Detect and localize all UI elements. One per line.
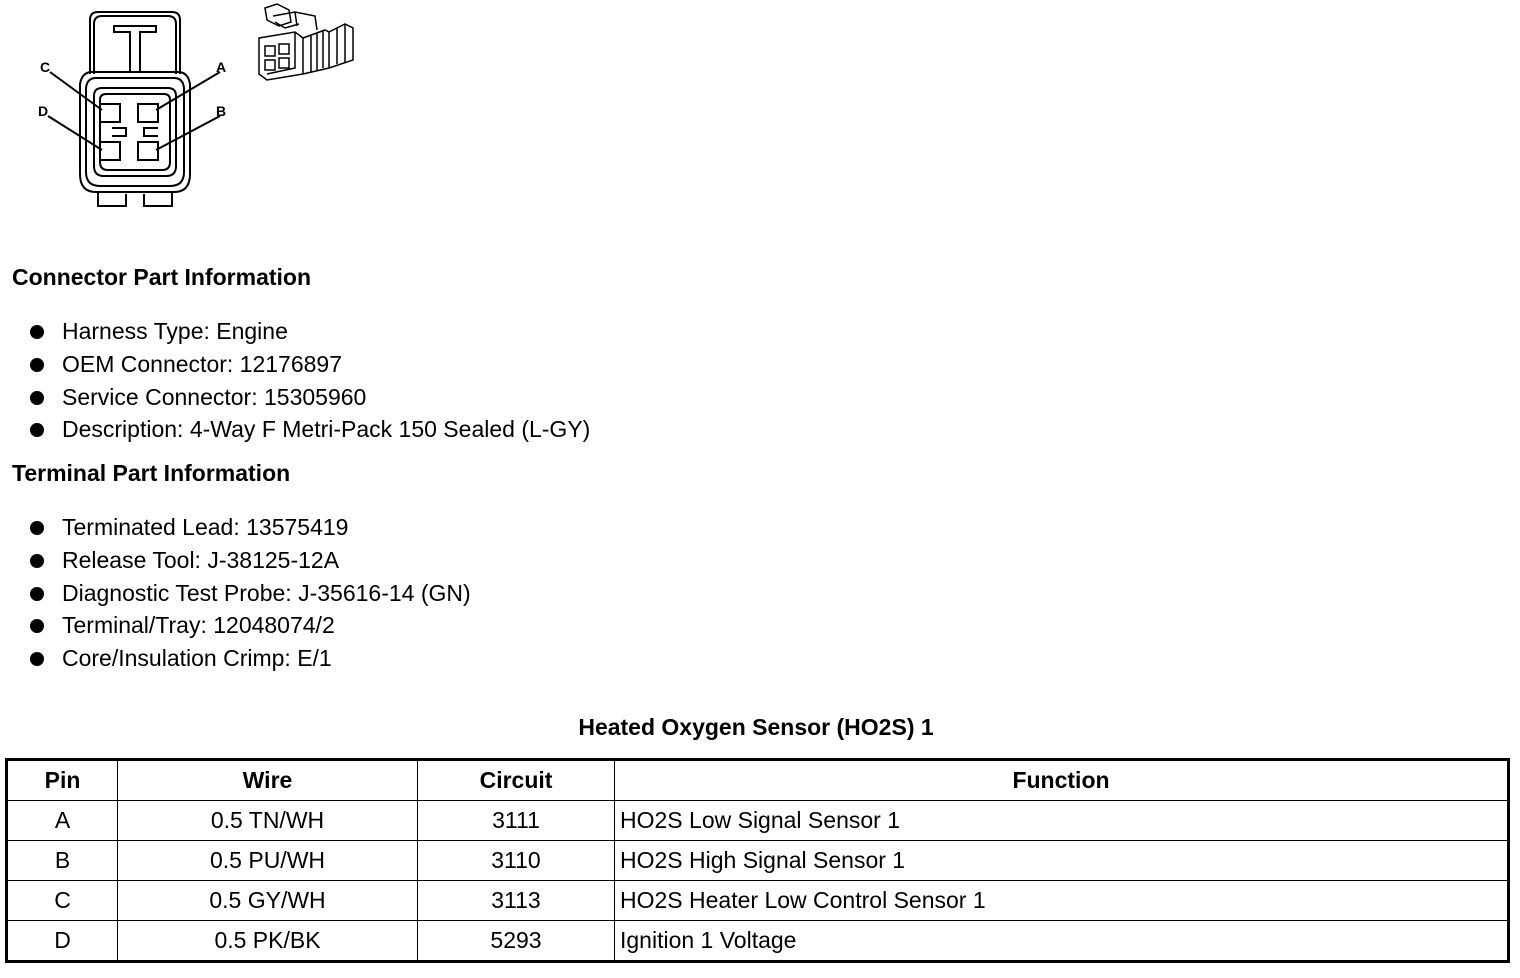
header-function: Function xyxy=(615,760,1509,801)
cell-wire: 0.5 PU/WH xyxy=(118,841,418,881)
pin-label-c: C xyxy=(40,59,51,75)
list-item xyxy=(28,381,590,414)
list-item xyxy=(28,413,590,446)
bullet-icon xyxy=(30,391,44,405)
bullet-icon xyxy=(30,358,44,372)
connector-illustration xyxy=(255,2,360,84)
bullet-icon xyxy=(30,587,44,601)
connector-part-info-list xyxy=(28,315,590,446)
cell-circuit: 3113 xyxy=(418,881,615,921)
cell-function: HO2S Heater Low Control Sensor 1 xyxy=(615,881,1509,921)
list-item xyxy=(28,315,590,348)
list-item-text: Diagnostic Test Probe: J-35616-14 (GN) xyxy=(62,579,471,606)
header-wire: Wire xyxy=(118,760,418,801)
bullet-icon xyxy=(30,619,44,633)
pinout-table xyxy=(5,758,1510,963)
terminal-part-info-list xyxy=(28,511,471,675)
list-item xyxy=(28,642,471,675)
cell-function: HO2S High Signal Sensor 1 xyxy=(615,841,1509,881)
cell-pin: A xyxy=(7,801,118,841)
pin-label-b: B xyxy=(216,103,227,119)
bullet-icon xyxy=(30,521,44,535)
header-circuit: Circuit xyxy=(418,760,615,801)
cell-circuit: 3111 xyxy=(418,801,615,841)
list-item-text: Description: 4-Way F Metri-Pack 150 Sealed (L-GY) xyxy=(62,416,591,443)
list-item-text: Release Tool: J-38125-12A xyxy=(62,546,340,573)
table-header-row xyxy=(7,760,1509,801)
table-row xyxy=(7,841,1509,881)
list-item-text: Harness Type: Engine xyxy=(62,318,288,344)
bullet-icon xyxy=(30,652,44,666)
list-item xyxy=(28,348,590,381)
header-pin: Pin xyxy=(7,760,118,801)
cell-pin: B xyxy=(7,841,118,881)
cell-circuit: 5293 xyxy=(418,921,615,962)
list-item xyxy=(28,511,471,544)
cell-pin: D xyxy=(7,921,118,962)
list-item-text: OEM Connector: 12176897 xyxy=(62,350,343,377)
cell-function: HO2S Low Signal Sensor 1 xyxy=(615,801,1509,841)
list-item-text: Terminal/Tray: 12048074/2 xyxy=(62,612,335,639)
cell-wire: 0.5 PK/BK xyxy=(118,921,418,962)
cell-circuit: 3110 xyxy=(418,841,615,881)
list-item-text: Core/Insulation Crimp: E/1 xyxy=(62,645,332,672)
table-row xyxy=(7,921,1509,962)
pin-label-a: A xyxy=(216,59,227,75)
cell-wire: 0.5 TN/WH xyxy=(118,801,418,841)
cell-function: Ignition 1 Voltage xyxy=(615,921,1509,962)
table-title: Heated Oxygen Sensor (HO2S) 1 xyxy=(578,714,934,740)
connector-part-info-heading: Connector Part Information xyxy=(12,264,312,290)
list-item-text: Terminated Lead: 13575419 xyxy=(62,514,349,540)
pin-label-d: D xyxy=(38,103,49,119)
list-item xyxy=(28,577,471,610)
list-item-text: Service Connector: 15305960 xyxy=(62,383,367,410)
bullet-icon xyxy=(30,554,44,568)
table-row xyxy=(7,881,1509,921)
connector-face-diagram xyxy=(30,2,240,214)
terminal-part-info-heading: Terminal Part Information xyxy=(12,460,291,486)
list-item xyxy=(28,544,471,577)
bullet-icon xyxy=(30,325,44,339)
bullet-icon xyxy=(30,423,44,437)
cell-wire: 0.5 GY/WH xyxy=(118,881,418,921)
table-row xyxy=(7,801,1509,841)
list-item xyxy=(28,609,471,642)
cell-pin: C xyxy=(7,881,118,921)
